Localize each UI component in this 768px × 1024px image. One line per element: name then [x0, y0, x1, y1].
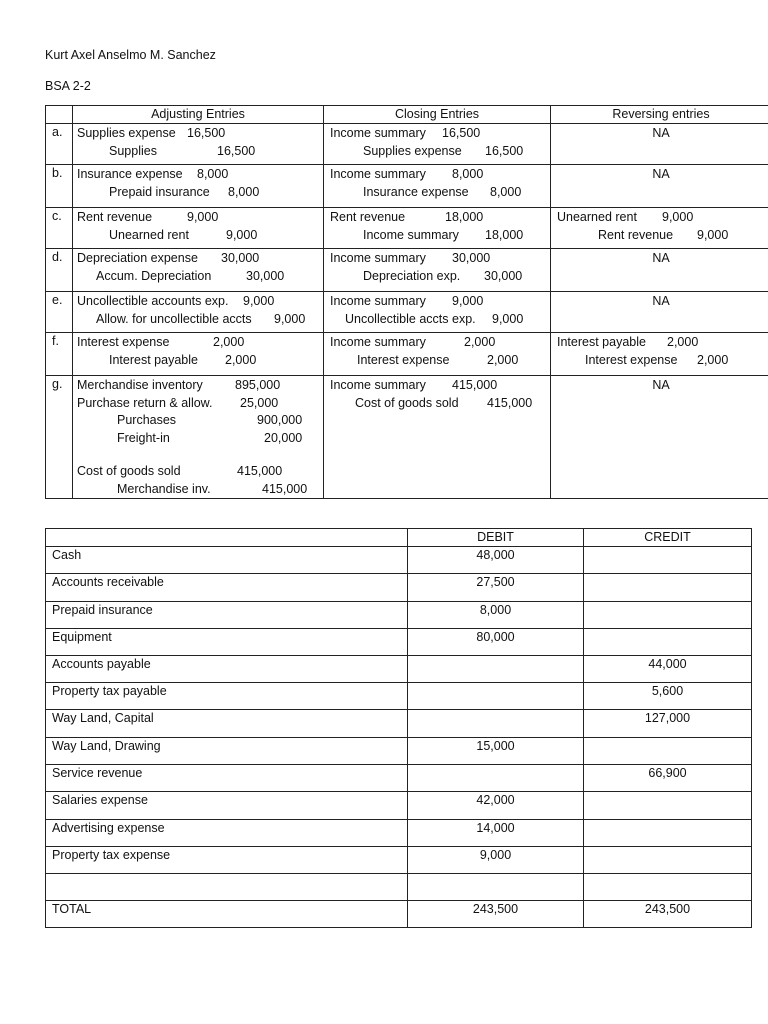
tb-credit [584, 792, 752, 820]
closing-cell [324, 333, 551, 376]
entry-row-b [46, 165, 768, 208]
amount: 9,000 [187, 210, 219, 224]
tb-credit: 66,900 [584, 765, 752, 792]
reversing-cell [551, 292, 768, 333]
entry-label: f. [46, 333, 73, 376]
amount: 25,000 [240, 396, 279, 410]
tb-account: Advertising expense [46, 820, 408, 847]
account-name: Interest expense [585, 353, 678, 367]
tb-credit [584, 574, 752, 602]
tb-debit: 42,000 [408, 792, 584, 820]
reversing-cell [551, 208, 768, 249]
tb-row [46, 574, 752, 602]
entry-row-a [46, 124, 768, 165]
tb-header-row [46, 529, 752, 547]
reversing-na: NA [652, 378, 670, 392]
tb-debit: 8,000 [408, 602, 584, 629]
reversing-na: NA [652, 126, 670, 140]
reversing-na: NA [652, 251, 670, 265]
amount: 2,000 [225, 353, 257, 367]
closing-cell [324, 376, 551, 499]
account-name: Supplies expense [363, 144, 462, 158]
tb-debit [408, 656, 584, 683]
account-name: Cost of goods sold [77, 464, 181, 478]
tb-debit: 14,000 [408, 820, 584, 847]
author-name: Kurt Axel Anselmo M. Sanchez [45, 48, 216, 62]
account-name: Income summary [330, 294, 426, 308]
account-name: Uncollectible accounts exp. [77, 294, 229, 308]
adjusting-cell [73, 208, 324, 249]
entries-header-blank [46, 106, 73, 124]
tb-row [46, 820, 752, 847]
tb-row [46, 738, 752, 765]
entries-header-closing: Closing Entries [324, 106, 551, 124]
account-name: Income summary [363, 228, 459, 242]
account-name: Allow. for uncollectible accts [96, 312, 252, 326]
entries-table [45, 105, 768, 499]
account-name: Income summary [330, 378, 426, 392]
amount: 30,000 [221, 251, 260, 265]
amount: 415,000 [452, 378, 498, 392]
account-name: Insurance expense [363, 185, 469, 199]
amount: 415,000 [262, 482, 308, 496]
account-name: Unearned rent [109, 228, 189, 242]
tb-account: Service revenue [46, 765, 408, 792]
entry-label: d. [46, 249, 73, 292]
tb-debit [408, 710, 584, 738]
amount: 16,500 [442, 126, 481, 140]
tb-total-label: TOTAL [46, 901, 408, 928]
entry-label: a. [46, 124, 73, 165]
entry-row-d [46, 249, 768, 292]
tb-debit: 80,000 [408, 629, 584, 656]
amount: 20,000 [264, 431, 303, 445]
tb-row [46, 792, 752, 820]
account-name: Unearned rent [557, 210, 637, 224]
tb-row [46, 602, 752, 629]
account-name: Merchandise inventory [77, 378, 203, 392]
account-name: Rent revenue [330, 210, 406, 224]
tb-debit: 9,000 [408, 847, 584, 874]
tb-credit [584, 629, 752, 656]
tb-account [46, 874, 408, 901]
amount: 415,000 [487, 396, 533, 410]
account-name: Supplies expense [77, 126, 176, 140]
section-label: BSA 2-2 [45, 79, 91, 93]
account-name: Depreciation exp. [363, 269, 461, 283]
tb-row-blank [46, 874, 752, 901]
tb-account: Property tax expense [46, 847, 408, 874]
adjusting-cell [73, 124, 324, 165]
amount: 9,000 [697, 228, 729, 242]
closing-cell [324, 124, 551, 165]
account-name: Cost of goods sold [355, 396, 459, 410]
amount: 9,000 [243, 294, 275, 308]
tb-debit [408, 765, 584, 792]
reversing-cell [551, 376, 768, 499]
account-name: Income summary [330, 126, 426, 140]
amount: 8,000 [228, 185, 260, 199]
tb-credit: 127,000 [584, 710, 752, 738]
entries-header-reversing: Reversing entries [551, 106, 768, 124]
account-name: Rent revenue [598, 228, 674, 242]
reversing-cell [551, 165, 768, 208]
tb-account: Way Land, Capital [46, 710, 408, 738]
amount: 900,000 [257, 413, 303, 427]
amount: 18,000 [485, 228, 524, 242]
tb-row [46, 683, 752, 710]
account-name: Uncollectible accts exp. [345, 312, 476, 326]
amount: 16,500 [217, 144, 256, 158]
account-name: Prepaid insurance [109, 185, 210, 199]
adjusting-cell [73, 292, 324, 333]
account-name: Merchandise inv. [117, 482, 211, 496]
amount: 9,000 [274, 312, 306, 326]
tb-account: Property tax payable [46, 683, 408, 710]
amount: 16,500 [187, 126, 226, 140]
tb-debit [408, 683, 584, 710]
account-name: Depreciation expense [77, 251, 198, 265]
tb-row [46, 656, 752, 683]
tb-account: Prepaid insurance [46, 602, 408, 629]
entries-header-row [46, 106, 768, 124]
tb-account: Accounts receivable [46, 574, 408, 602]
tb-account: Accounts payable [46, 656, 408, 683]
account-name: Rent revenue [77, 210, 153, 224]
tb-credit: 5,600 [584, 683, 752, 710]
amount: 8,000 [490, 185, 522, 199]
tb-account: Way Land, Drawing [46, 738, 408, 765]
account-name: Purchases [117, 413, 177, 427]
entry-row-e [46, 292, 768, 333]
tb-row [46, 547, 752, 574]
account-name: Freight-in [117, 431, 170, 445]
trial-balance-table [45, 528, 752, 928]
account-name: Interest expense [77, 335, 170, 349]
amount: 2,000 [697, 353, 729, 367]
amount: 30,000 [452, 251, 491, 265]
closing-cell [324, 165, 551, 208]
tb-total-row [46, 901, 752, 928]
tb-account: Equipment [46, 629, 408, 656]
adjusting-cell [73, 165, 324, 208]
tb-debit: 27,500 [408, 574, 584, 602]
amount: 415,000 [237, 464, 283, 478]
entry-row-f [46, 333, 768, 376]
account-name: Interest payable [557, 335, 646, 349]
tb-credit [584, 738, 752, 765]
adjusting-cell [73, 249, 324, 292]
account-name: Interest expense [357, 353, 450, 367]
amount: 30,000 [484, 269, 523, 283]
tb-debit: 15,000 [408, 738, 584, 765]
entry-label: c. [46, 208, 73, 249]
amount: 2,000 [667, 335, 699, 349]
tb-credit [584, 547, 752, 574]
amount: 9,000 [662, 210, 694, 224]
account-name: Income summary [330, 251, 426, 265]
tb-credit [584, 820, 752, 847]
tb-row [46, 765, 752, 792]
tb-debit [408, 874, 584, 901]
account-name: Interest payable [109, 353, 198, 367]
tb-header-account [46, 529, 408, 547]
amount: 18,000 [445, 210, 484, 224]
account-name: Income summary [330, 167, 426, 181]
amount: 2,000 [464, 335, 496, 349]
tb-total-credit: 243,500 [584, 901, 752, 928]
entry-row-c [46, 208, 768, 249]
entry-label: g. [46, 376, 73, 499]
account-name: Insurance expense [77, 167, 183, 181]
amount: 895,000 [235, 378, 281, 392]
entry-label: e. [46, 292, 73, 333]
tb-row [46, 710, 752, 738]
amount: 9,000 [452, 294, 484, 308]
reversing-cell [551, 249, 768, 292]
amount: 8,000 [197, 167, 229, 181]
tb-row [46, 629, 752, 656]
entry-label: b. [46, 165, 73, 208]
amount: 30,000 [246, 269, 285, 283]
account-name: Accum. Depreciation [96, 269, 212, 283]
closing-cell [324, 249, 551, 292]
tb-row [46, 847, 752, 874]
tb-account: Salaries expense [46, 792, 408, 820]
tb-debit: 48,000 [408, 547, 584, 574]
reversing-cell [551, 124, 768, 165]
account-name: Income summary [330, 335, 426, 349]
tb-credit [584, 847, 752, 874]
amount: 16,500 [485, 144, 524, 158]
adjusting-cell [73, 376, 324, 499]
tb-account: Cash [46, 547, 408, 574]
account-name: Purchase return & allow. [77, 396, 213, 410]
reversing-na: NA [652, 167, 670, 181]
tb-credit [584, 602, 752, 629]
closing-cell [324, 208, 551, 249]
tb-credit: 44,000 [584, 656, 752, 683]
reversing-na: NA [652, 294, 670, 308]
tb-header-debit: DEBIT [408, 529, 584, 547]
amount: 2,000 [487, 353, 519, 367]
amount: 9,000 [492, 312, 524, 326]
amount: 2,000 [213, 335, 245, 349]
account-name: Supplies [109, 144, 157, 158]
entries-header-adjusting: Adjusting Entries [73, 106, 324, 124]
reversing-cell [551, 333, 768, 376]
tb-header-credit: CREDIT [584, 529, 752, 547]
adjusting-cell [73, 333, 324, 376]
closing-cell [324, 292, 551, 333]
entry-row-g [46, 376, 768, 499]
amount: 8,000 [452, 167, 484, 181]
amount: 9,000 [226, 228, 258, 242]
tb-total-debit: 243,500 [408, 901, 584, 928]
tb-credit [584, 874, 752, 901]
